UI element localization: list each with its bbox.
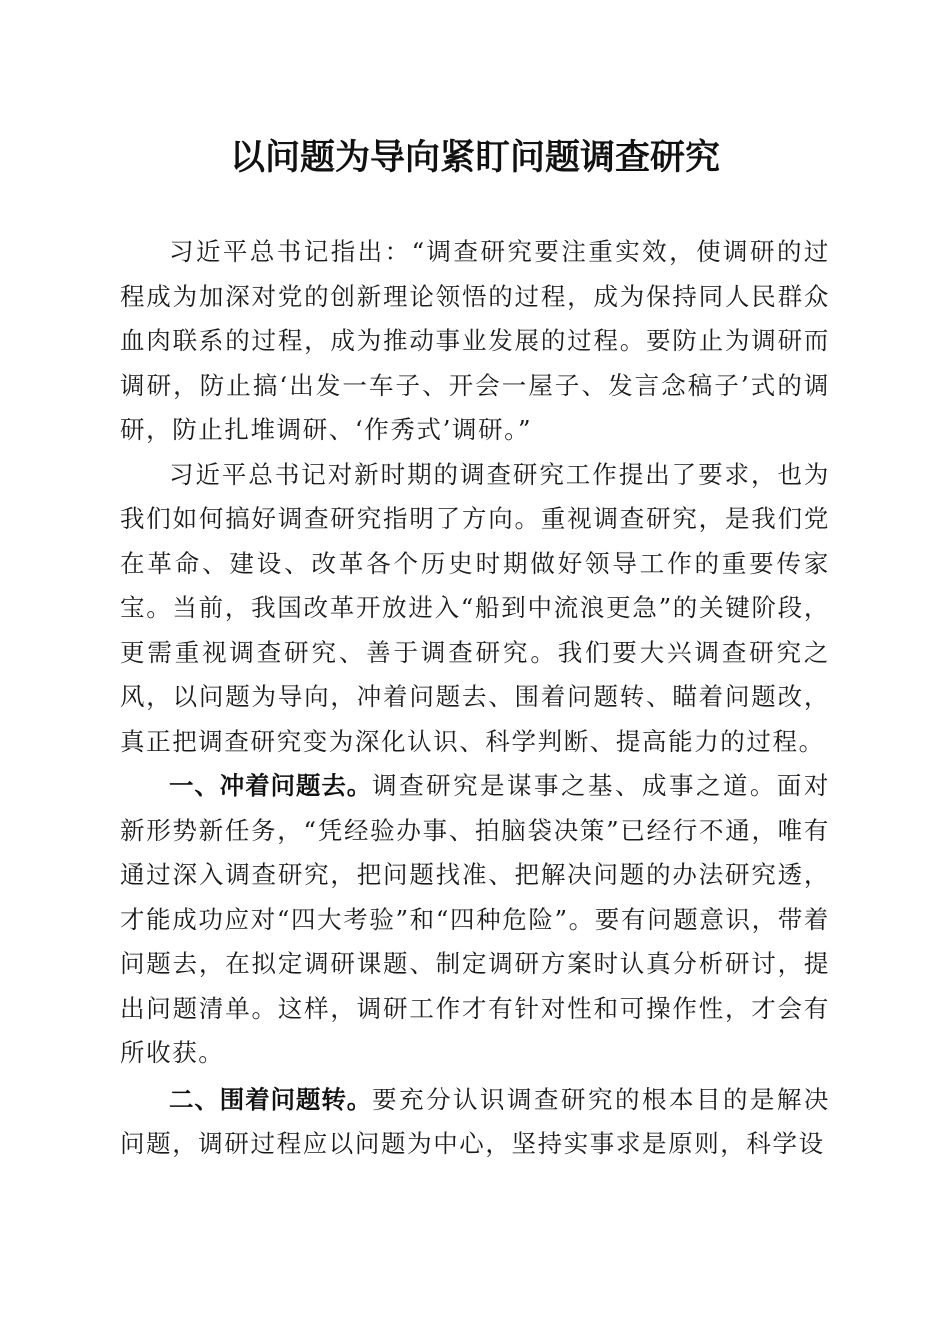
paragraph-1-text: 习近平总书记指出：“调查研究要注重实效，使调研的过程成为加深对党的创新理论领悟的过程，成为保持同人民群众血肉联系的过程，成为推动事业发展的过程。要防止为调研而调研，防止搞‘出发一车子、开会一屋子、发言念稿子’式的调研，防止扎堆调研、‘作秀式’调研。” — [120, 237, 830, 444]
section-1-heading: 一、冲着问题去。 — [169, 771, 373, 800]
paragraph-4 — [120, 1078, 830, 1167]
paragraph-2 — [120, 453, 830, 765]
paragraph-3 — [120, 764, 830, 1076]
document-title: 以问题为导向紧盯问题调查研究 — [229, 137, 720, 178]
paragraph-2-text: 习近平总书记对新时期的调查研究工作提出了要求，也为我们如何搞好调查研究指明了方向。重视调查研究，是我们党在革命、建设、改革各个历史时期做好领导工作的重要传家宝。当前，我国改革开放进入“船到中流浪更急”的关键阶段，更需重视调查研究、善于调查研究。我们要大兴调查研究之风，以问题为导向，冲着问题去、围着问题转、瞄着问题改，真正把调查研究变为深化认识、科学判断、提高能力的过程。 — [120, 459, 830, 756]
paragraph-1 — [120, 230, 830, 453]
section-2-heading: 二、围着问题转。 — [169, 1084, 373, 1114]
document-body — [120, 230, 830, 1167]
paragraph-4-text: 要充分认识调查研究的根本目的是解决问题，调研过程应以问题为中心，坚持实事求是原则，科学设 — [120, 1084, 831, 1158]
paragraph-3-text: 调查研究是谋事之基、成事之道。面对新形势新任务，“凭经验办事、拍脑袋决策”已经行不通，唯有通过深入调查研究，把问题找准、把解决问题的办法研究透，才能成功应对“四大考验”和“四种危险”。要有问题意识，带着问题去，在拟定调研课题、制定调研方案时认真分析研讨，提出问题清单。这样，调研工作才有针对性和可操作性，才会有所收获。 — [120, 771, 831, 1067]
